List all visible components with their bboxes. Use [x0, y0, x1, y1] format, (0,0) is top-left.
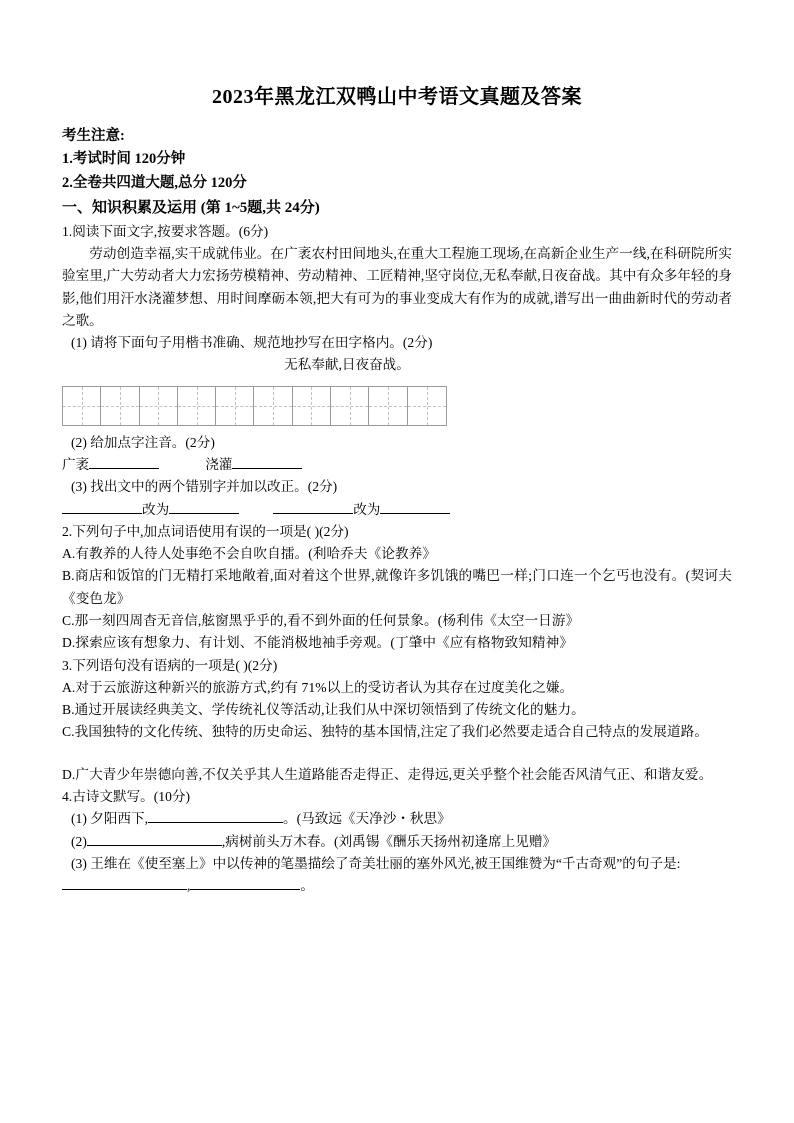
question-3-option-a[interactable]: A.对于云旅游这种新兴的旅游方式,约有 71%以上的受访者认为其存在过度美化之嫌。: [62, 679, 574, 695]
question-4-item-2-prefix: (2): [71, 833, 87, 849]
typo-blank-2-correct[interactable]: [380, 499, 450, 514]
question-3-option-b[interactable]: B.通过开展读经典美文、学传统礼仪等活动,让我们从中深切领悟到了传统文化的魅力。: [62, 702, 585, 718]
question-3-stem: 3.下列语句没有语病的一项是( )(2分): [62, 657, 278, 673]
tianzi-cell[interactable]: [408, 387, 446, 425]
typo-blank-2-wrong[interactable]: [273, 499, 353, 514]
tianzi-cell[interactable]: [101, 387, 139, 425]
notice-heading: 考生注意:: [62, 128, 125, 144]
option-gap-spacer: [62, 744, 732, 764]
notice-line-exam-time: 1.考试时间 120分钟: [62, 151, 186, 168]
pinyin-word-a: 广袤: [62, 457, 90, 472]
question-4-item-1: [62, 808, 732, 830]
question-1-sub-3-answer-row: [62, 499, 732, 521]
question-4-item-3-blank-2[interactable]: [190, 875, 300, 890]
tianzi-cell[interactable]: [178, 387, 216, 425]
section-heading-one: 一、知识积累及运用 (第 1~5题,共 24分): [62, 200, 320, 217]
page-title: 2023年黑龙江双鸭山中考语文真题及答案: [212, 86, 582, 108]
question-2-option-b[interactable]: B.商店和饭馆的门无精打采地敞着,面对着这个世界,就像许多饥饿的嘴巴一样;门口连一个乞丐也没有。(契诃夫《变色龙》: [62, 568, 732, 606]
tianzi-grid[interactable]: [62, 386, 447, 426]
pinyin-blank-b[interactable]: [232, 454, 302, 469]
question-1-sub-3-prompt: (3) 找出文中的两个错别字并加以改正。(2分): [71, 479, 338, 495]
question-2-option-d[interactable]: D.探索应该有想象力、有计划、不能消极地袖手旁观。(丁肇中《应有格物致知精神》: [62, 635, 574, 651]
pinyin-blank-a[interactable]: [89, 454, 159, 469]
question-2-option-c[interactable]: C.那一刻四周杳无音信,舷窗黑乎乎的,看不到外面的任何景象。(杨利伟《太空一日游》: [62, 612, 580, 628]
question-4-stem: 4.古诗文默写。(10分): [62, 788, 190, 804]
question-2-stem: 2.下列句子中,加点词语使用有误的一项是( )(2分): [62, 523, 349, 539]
pinyin-word-b: 浇灌: [205, 457, 233, 472]
tianzi-cell[interactable]: [140, 387, 178, 425]
question-4-item-2-blank[interactable]: [87, 831, 222, 846]
tianzi-cell[interactable]: [63, 387, 101, 425]
tianzi-cell[interactable]: [254, 387, 292, 425]
question-3-option-c[interactable]: C.我国独特的文化传统、独特的历史命运、独特的基本国情,注定了我们必然要走适合自己特点的发展道路。: [62, 724, 709, 740]
question-1-sub-1-prompt: (1) 请将下面句子用楷书准确、规范地抄写在田字格内。(2分): [71, 335, 433, 351]
question-4-item-2-suffix: ,病树前头万木春。(刘禹锡《酬乐天扬州初逢席上见赠》: [221, 833, 557, 849]
typo-connector-1: 改为: [142, 501, 170, 517]
question-4-item-1-prefix: (1) 夕阳西下,: [71, 811, 149, 827]
tianzi-cell[interactable]: [293, 387, 331, 425]
typo-connector-2: 改为: [353, 501, 381, 517]
question-1-sub-1-sentence: 无私奉献,日夜奋战。: [284, 357, 410, 373]
tianzi-grid-wrapper: [62, 377, 732, 432]
question-4-item-3: (3) 王维在《使至塞上》中以传神的笔墨描绘了奇美壮丽的塞外风光,被王国维赞为“千古奇观”的句子是:: [71, 855, 681, 871]
question-1-sub-2-prompt: (2) 给加点字注音。(2分): [71, 434, 215, 450]
tianzi-cell[interactable]: [331, 387, 369, 425]
question-2-option-a[interactable]: A.有教养的人待人处事绝不会自吹自擂。(利哈乔夫《论教养》: [62, 546, 437, 562]
typo-blank-1-wrong[interactable]: [62, 499, 142, 514]
question-4-item-1-blank[interactable]: [148, 809, 283, 824]
question-4-item-1-suffix: 。(马致远《天净沙・秋思》: [283, 811, 451, 827]
question-4-item-3-blank-1[interactable]: [62, 875, 187, 890]
question-1-passage: 劳动创造幸福,实干成就伟业。在广袤农村田间地头,在重大工程施工现场,在高新企业生产一线,在科研院所实验室里,广大劳动者大力宏扬劳模精神、劳动精神、工匠精神,坚守岗位,无私奉献,日夜奋战。其中有众多年轻的身影,他们用汗水浇灌梦想、用时间摩砺本领,把大有可为的事业变成大有作为的成就,谱写出一曲曲新时代的劳动者之歌。: [62, 246, 732, 328]
question-3-option-d[interactable]: D.广大青少年崇德向善,不仅关乎其人生道路能否走得正、走得远,更关乎整个社会能否风清气正、和谐友爱。: [62, 766, 713, 782]
notice-line-total-score: 2.全卷共四道大题,总分 120分: [62, 174, 247, 191]
question-4-item-3-answer-row: , 。: [62, 875, 732, 897]
typo-blank-1-correct[interactable]: [169, 499, 239, 514]
question-4-item-2: [62, 831, 732, 853]
question-1-stem: 1.阅读下面文字,按要求答题。(6分): [62, 223, 269, 239]
question-1-sub-2-answer-row: [62, 454, 732, 476]
tianzi-cell[interactable]: [216, 387, 254, 425]
tianzi-cell[interactable]: [369, 387, 407, 425]
